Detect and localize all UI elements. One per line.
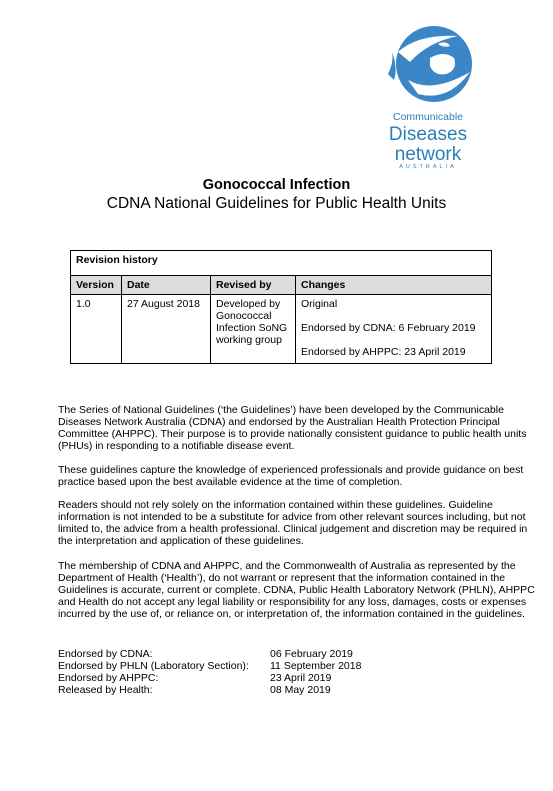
paragraph-text: Readers should not rely solely on the information contained within these guidelines. Guideline information is not intended to be a substitute for advice from other relevant sources including, but not limited to, the advice from a health professional. Clinical judgement and discretion may be required in the interpretation and application of these guidelines. [58,499,528,547]
paragraph-text: The membership of CDNA and AHPPC, and the Commonwealth of Australia as represented by the Department of Health (‘Health’), do not warrant or represent that the information contained in the Guidelines is accurate, current or complete. CDNA, Public Health Laboratory Network (PHLN), AHPPC and Health do not accept any legal liability or responsibility for any loss, damages, costs or expenses incurred by the use of, or reliance on, or interpretation of, the information contained in the guidelines. [58,560,535,620]
paragraph-readers [58,499,538,547]
header-version: Version [71,276,122,295]
header-date: Date [122,276,211,295]
cell-date: 27 August 2018 [122,295,211,364]
logo-line-4: AUSTRALIA [399,164,457,170]
header-revised-by: Revised by [211,276,296,295]
cell-changes [296,295,492,364]
change-item: Endorsed by CDNA: 6 February 2019 [301,322,476,334]
paragraph-guidelines [58,464,538,488]
logo-line-1: Communicable [392,111,464,123]
change-item: Endorsed by AHPPC: 23 April 2019 [301,346,466,358]
header-changes: Changes [296,276,492,295]
paragraph-membership [58,560,538,620]
endorsement-row [58,660,361,672]
endorsement-row [58,672,361,684]
endorsement-date: 08 May 2019 [270,684,331,696]
endorsements-list [58,648,361,696]
table-row [71,295,492,364]
document-title: Gonococcal Infection [202,177,351,193]
logo-line-3: network [394,144,462,165]
change-item: Original [301,298,338,310]
cell-version: 1.0 [71,295,122,364]
cdna-logo [388,22,474,174]
document-subtitle: CDNA National Guidelines for Public Health Units [106,195,447,212]
paragraph-text: The Series of National Guidelines (‘the Guidelines’) have been developed by the Communicable Diseases Network Australia (CDNA) and endorsed by the Australian Health Protection Principal Committee (AHPPC). Their purpose is to provide nationally consistent guidance to public health units (PHUs) in responding to a notifiable disease event. [58,404,527,452]
paragraph-series [58,404,538,452]
endorsement-row [58,648,361,660]
revision-history-heading: Revision history [71,251,492,276]
logo-line-2: Diseases [388,124,468,145]
endorsement-label: Endorsed by CDNA: [58,648,153,660]
endorsement-date: 06 February 2019 [270,648,353,660]
endorsement-row [58,684,361,696]
endorsement-label: Released by Health: [58,684,153,696]
endorsement-label: Endorsed by AHPPC: [58,672,159,684]
globe-icon [388,22,474,110]
paragraph-text: These guidelines capture the knowledge of experienced professionals and provide guidance on best practice based upon the best available evidence at the time of completion. [58,464,524,488]
cell-revised-by: Developed by Gonococcal Infection SoNG working group [211,295,296,364]
endorsement-date: 23 April 2019 [270,672,332,684]
endorsement-date: 11 September 2018 [270,660,362,672]
revision-history-table [70,250,492,364]
endorsement-label: Endorsed by PHLN (Laboratory Section): [58,660,249,672]
table-header-row [71,276,492,295]
